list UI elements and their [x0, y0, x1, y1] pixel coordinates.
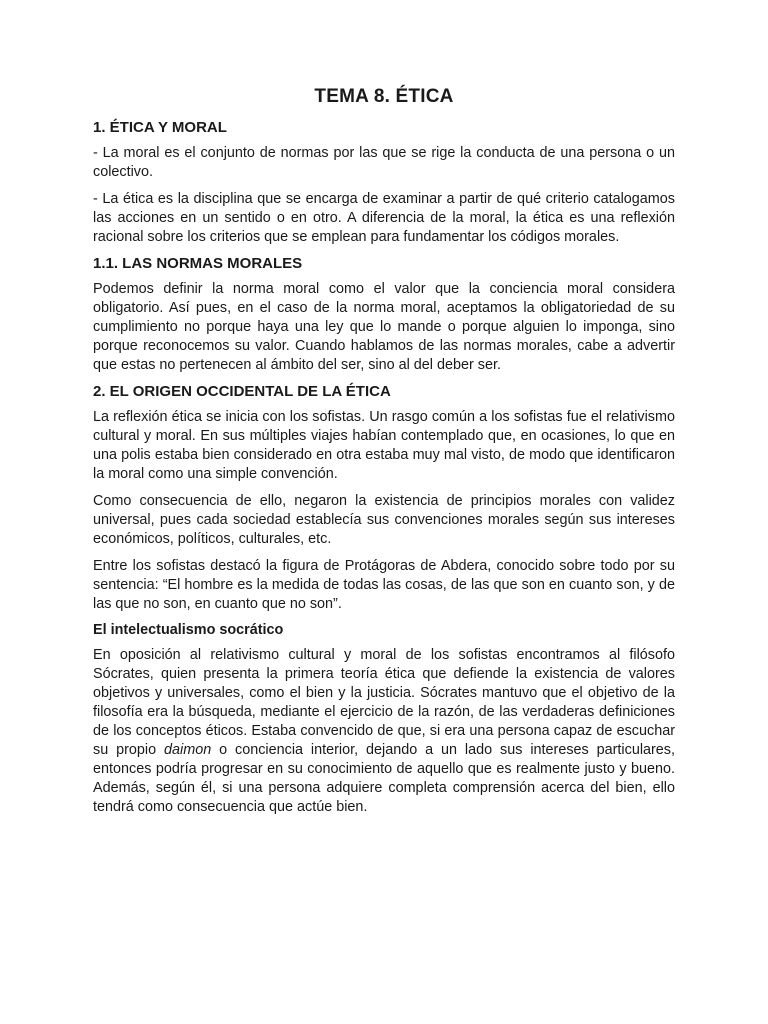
subheading-intelectualismo: El intelectualismo socrático	[93, 622, 284, 638]
document-page	[93, 86, 675, 825]
page-title: TEMA 8. ÉTICA	[314, 86, 454, 107]
paragraph-sofistas: La reflexión ética se inicia con los sofistas. Un rasgo común a los sofistas fue el relativismo cultural y moral. En sus múltiples viajes habían contemplado que, en ocasiones, lo que en una polis estaba bien considerado en otra estaba muy mal visto, de modo que identificaron la moral como una simple convención.	[93, 409, 675, 482]
socrates-text-part1: En oposición al relativismo cultural y moral de los sofistas encontramos al filósofo Sócrates, quien presenta la primera teoría ética que defiende la existencia de valores objetivos y universales, como el bien y la justicia. Sócrates mantuvo que el objetivo de la filosofía era la búsqueda, mediante el ejercicio de la razón, de las verdaderas definiciones de los conceptos éticos. Estaba convencido de que, si era una persona capaz de escuchar su propio	[93, 647, 675, 758]
paragraph-socrates	[93, 646, 675, 817]
paragraph-etica-definition: - La ética es la disciplina que se encarga de examinar a partir de qué criterio catalogamos las acciones en un sentido o en otro. A diferencia de la moral, la ética es una reflexión racional sobre los criterios que se emplean para fundamentar los códigos morales.	[93, 191, 675, 245]
section-heading-normas-morales: 1.1. LAS NORMAS MORALES	[93, 255, 303, 272]
section-heading-origen-occidental: 2. EL ORIGEN OCCIDENTAL DE LA ÉTICA	[93, 383, 391, 400]
daimon-term: daimon	[164, 742, 212, 758]
paragraph-norma-moral: Podemos definir la norma moral como el valor que la conciencia moral considera obligatorio. Así pues, en el caso de la norma moral, aceptamos la obligatoriedad de su cumplimiento no porque haya una ley que lo mande o porque alguien lo imponga, sino porque reconocemos su valor. Cuando hablamos de las normas morales, cabe a advertir que estas no pertenecen al ámbito del ser, sino al del deber ser.	[93, 281, 675, 373]
section-heading-etica-y-moral: 1. ÉTICA Y MORAL	[93, 119, 227, 136]
paragraph-protagoras: Entre los sofistas destacó la figura de Protágoras de Abdera, conocido sobre todo por su sentencia: “El hombre es la medida de todas las cosas, de las que son en cuanto son, y de las que no son, en cuanto que no son”.	[93, 558, 675, 612]
paragraph-moral-definition: - La moral es el conjunto de normas por las que se rige la conducta de una persona o un colectivo.	[93, 145, 675, 180]
paragraph-consecuencia: Como consecuencia de ello, negaron la existencia de principios morales con validez universal, pues cada sociedad establecía sus convenciones morales según sus intereses económicos, políticos, culturales, etc.	[93, 493, 675, 547]
socrates-text-part2: o conciencia interior, dejando a un lado sus intereses particulares, entonces podría progresar en su conocimiento de aquello que es realmente justo y bueno. Además, según él, si una persona adquiere completa comprensión acerca del bien, ello tendrá como consecuencia que actúe bien.	[93, 742, 676, 815]
